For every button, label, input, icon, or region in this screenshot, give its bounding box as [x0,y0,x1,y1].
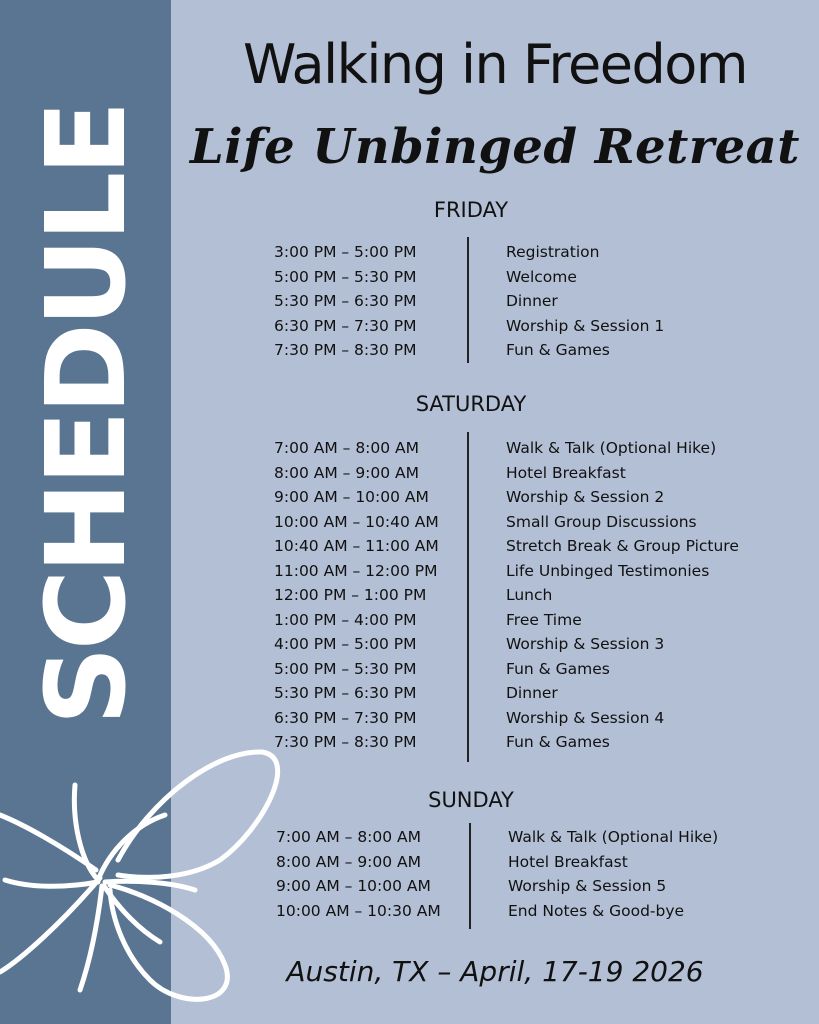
event-name: Fun & Games [506,341,610,359]
time-range: 5:30 PM – 6:30 PM [274,684,417,702]
event-name: Stretch Break & Group Picture [506,537,739,555]
event-name: Worship & Session 1 [506,316,665,335]
event-name: Dinner [506,292,558,310]
list-item [274,289,814,314]
event-name: Lunch [506,586,553,604]
list-item [274,583,814,608]
time-range: 7:00 AM – 8:00 AM [274,439,420,457]
side-title: SCHEDULE [22,104,150,726]
schedule-sunday [276,825,816,923]
event-name: Free Time [506,610,582,629]
time-range: 8:00 AM – 9:00 AM [274,463,420,482]
event-name: Worship & Session 5 [508,877,667,895]
list-item [274,314,814,339]
time-range: 5:00 PM – 5:30 PM [274,659,417,678]
time-range: 10:00 AM – 10:30 AM [276,901,441,920]
event-name: Hotel Breakfast [508,852,628,871]
page-title: Walking in Freedom [243,33,747,96]
event-name: Fun & Games [506,733,610,751]
list-item [274,461,814,486]
event-name: Registration [506,243,600,261]
list-item [274,265,814,290]
list-item [276,874,816,899]
event-name: Small Group Discussions [506,512,697,531]
time-range: 9:00 AM – 10:00 AM [274,488,429,506]
time-range: 11:00 AM – 12:00 PM [274,561,438,580]
list-item [274,510,814,535]
time-range: 8:00 AM – 9:00 AM [276,852,422,871]
list-item [274,338,814,363]
list-item [274,632,814,657]
time-range: 1:00 PM – 4:00 PM [274,610,417,629]
list-item [276,899,816,924]
page-subtitle: Life Unbinged Retreat [190,119,800,175]
list-item [274,436,814,461]
schedule-saturday [274,436,814,755]
day-heading-sunday: SUNDAY [428,788,514,812]
event-name: Fun & Games [506,659,610,678]
time-range: 10:40 AM – 11:00 AM [274,537,439,555]
list-item [274,706,814,731]
time-range: 3:00 PM – 5:00 PM [274,243,417,261]
day-heading-saturday: SATURDAY [415,392,527,416]
event-name: Walk & Talk (Optional Hike) [508,828,719,846]
list-item [276,825,816,850]
time-range: 10:00 AM – 10:40 AM [274,512,439,531]
time-range: 9:00 AM – 10:00 AM [276,877,431,895]
list-item [274,534,814,559]
event-name: Walk & Talk (Optional Hike) [506,439,717,457]
event-name: Worship & Session 4 [506,708,665,727]
event-name: Welcome [506,267,577,286]
time-range: 7:30 PM – 8:30 PM [274,733,417,751]
event-name: End Notes & Good-bye [508,901,685,920]
time-range: 4:00 PM – 5:00 PM [274,635,417,653]
list-item [274,681,814,706]
list-item [274,559,814,584]
time-range: 6:30 PM – 7:30 PM [274,316,417,335]
event-name: Worship & Session 2 [506,488,665,506]
time-range: 7:00 AM – 8:00 AM [276,828,422,846]
list-item [274,730,814,755]
event-name: Worship & Session 3 [506,635,665,653]
list-item [274,608,814,633]
time-range: 5:30 PM – 6:30 PM [274,292,417,310]
schedule-friday [274,240,814,363]
time-range: 6:30 PM – 7:30 PM [274,708,417,727]
list-item [274,485,814,510]
list-item [276,850,816,875]
time-range: 7:30 PM – 8:30 PM [274,341,417,359]
time-range: 12:00 PM – 1:00 PM [274,586,427,604]
event-name: Hotel Breakfast [506,463,626,482]
list-item [274,657,814,682]
event-name: Life Unbinged Testimonies [506,561,710,580]
day-heading-friday: FRIDAY [433,198,509,222]
event-name: Dinner [506,684,558,702]
list-item [274,240,814,265]
time-range: 5:00 PM – 5:30 PM [274,267,417,286]
location-date-footer: Austin, TX – April, 17-19 2026 [286,955,704,988]
